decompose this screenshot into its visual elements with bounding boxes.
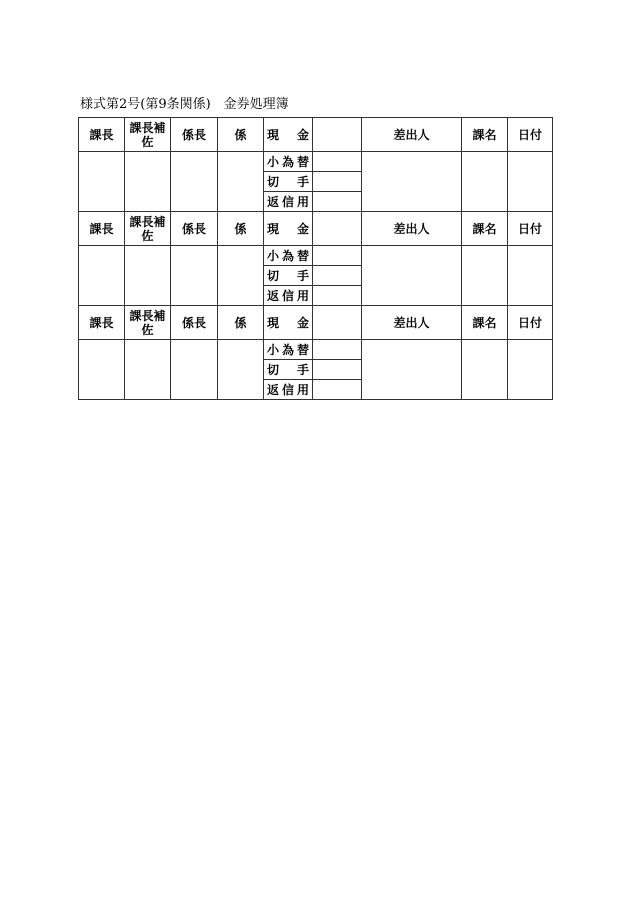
col-genkin: 現 金 xyxy=(264,118,313,152)
kachou-stamp-cell[interactable] xyxy=(79,340,125,400)
sub-henshinyou: 返信用 xyxy=(264,286,313,306)
col-kamei: 課名 xyxy=(462,212,508,246)
kamei-cell[interactable] xyxy=(462,246,508,306)
col-hiduke: 日付 xyxy=(508,212,553,246)
kakarichou-stamp-cell[interactable] xyxy=(171,246,218,306)
col-kachou-hosa-label: 課長補佐 xyxy=(129,214,166,243)
henshinyou-amount-cell[interactable] xyxy=(313,192,362,212)
col-hiduke: 日付 xyxy=(508,118,553,152)
kogawase-amount-cell[interactable] xyxy=(313,152,362,172)
col-kakarichou: 係長 xyxy=(171,118,218,152)
henshinyou-amount-cell[interactable] xyxy=(313,286,362,306)
genkin-amount-cell[interactable] xyxy=(313,118,362,152)
kakari-stamp-cell[interactable] xyxy=(218,152,264,212)
col-kakari: 係 xyxy=(218,306,264,340)
col-genkin: 現 金 xyxy=(264,306,313,340)
kogawase-amount-cell[interactable] xyxy=(313,340,362,360)
col-kachou: 課長 xyxy=(79,306,125,340)
kitte-amount-cell[interactable] xyxy=(313,360,362,380)
col-kakarichou: 係長 xyxy=(171,212,218,246)
sub-kitte: 切手 xyxy=(264,360,313,380)
kamei-cell[interactable] xyxy=(462,152,508,212)
sub-row xyxy=(79,246,553,266)
form-title: 様式第2号(第9条関係) 金券処理簿 xyxy=(80,97,289,112)
col-hiduke: 日付 xyxy=(508,306,553,340)
col-kachou-hosa xyxy=(125,306,171,340)
sub-kitte: 切手 xyxy=(264,266,313,286)
kachou-stamp-cell[interactable] xyxy=(79,152,125,212)
col-kakari: 係 xyxy=(218,212,264,246)
kachou-hosa-stamp-cell[interactable] xyxy=(125,152,171,212)
col-kakari: 係 xyxy=(218,118,264,152)
header-row xyxy=(79,306,553,340)
sashidashinin-cell[interactable] xyxy=(362,340,462,400)
header-row xyxy=(79,212,553,246)
sub-kogawase: 小為替 xyxy=(264,246,313,266)
sub-kitte: 切手 xyxy=(264,172,313,192)
col-kachou: 課長 xyxy=(79,212,125,246)
sashidashinin-cell[interactable] xyxy=(362,152,462,212)
col-sashidashinin: 差出人 xyxy=(362,118,462,152)
sub-row xyxy=(79,152,553,172)
col-kamei: 課名 xyxy=(462,118,508,152)
sub-row xyxy=(79,340,553,360)
henshinyou-amount-cell[interactable] xyxy=(313,380,362,400)
col-kachou-hosa-label: 課長補佐 xyxy=(129,308,166,337)
sub-henshinyou: 返信用 xyxy=(264,192,313,212)
col-sashidashinin: 差出人 xyxy=(362,306,462,340)
genkin-amount-cell[interactable] xyxy=(313,212,362,246)
hiduke-cell[interactable] xyxy=(508,152,553,212)
hiduke-cell[interactable] xyxy=(508,246,553,306)
sub-kogawase: 小為替 xyxy=(264,340,313,360)
kitte-amount-cell[interactable] xyxy=(313,266,362,286)
col-kamei: 課名 xyxy=(462,306,508,340)
genkin-amount-cell[interactable] xyxy=(313,306,362,340)
kitte-amount-cell[interactable] xyxy=(313,172,362,192)
hiduke-cell[interactable] xyxy=(508,340,553,400)
kogawase-amount-cell[interactable] xyxy=(313,246,362,266)
col-kachou-hosa xyxy=(125,212,171,246)
kamei-cell[interactable] xyxy=(462,340,508,400)
col-sashidashinin: 差出人 xyxy=(362,212,462,246)
sub-henshinyou: 返信用 xyxy=(264,380,313,400)
col-genkin: 現 金 xyxy=(264,212,313,246)
col-kachou: 課長 xyxy=(79,118,125,152)
col-kachou-hosa-label: 課長補佐 xyxy=(129,120,166,149)
col-kakarichou: 係長 xyxy=(171,306,218,340)
kakari-stamp-cell[interactable] xyxy=(218,246,264,306)
col-kachou-hosa xyxy=(125,118,171,152)
kachou-hosa-stamp-cell[interactable] xyxy=(125,246,171,306)
kakarichou-stamp-cell[interactable] xyxy=(171,340,218,400)
kakari-stamp-cell[interactable] xyxy=(218,340,264,400)
ledger-table xyxy=(78,117,553,400)
header-row xyxy=(79,118,553,152)
kachou-hosa-stamp-cell[interactable] xyxy=(125,340,171,400)
sashidashinin-cell[interactable] xyxy=(362,246,462,306)
kachou-stamp-cell[interactable] xyxy=(79,246,125,306)
sub-kogawase: 小為替 xyxy=(264,152,313,172)
kakarichou-stamp-cell[interactable] xyxy=(171,152,218,212)
